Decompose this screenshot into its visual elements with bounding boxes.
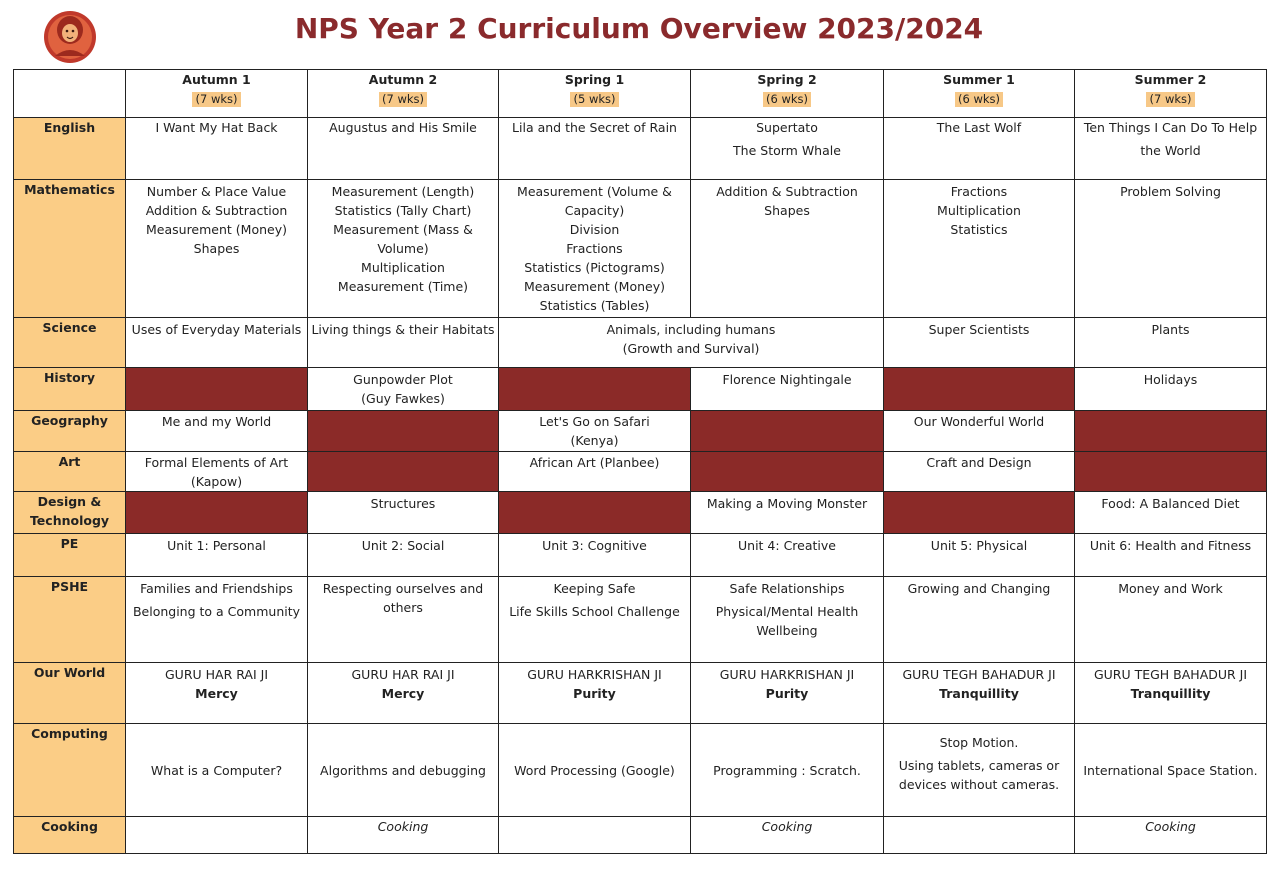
cell-autumn-2 xyxy=(308,663,499,724)
cell-autumn-1 xyxy=(126,663,308,724)
cell-line: Shapes xyxy=(193,241,240,256)
cell-autumn-2: Living things & their Habitats xyxy=(308,318,499,368)
cell-line: Formal Elements of Art xyxy=(144,455,289,470)
cell-summer-1: The Last Wolf xyxy=(884,118,1075,180)
subject-label: Mathematics xyxy=(14,180,126,318)
cell-summer-1: Unit 5: Physical xyxy=(884,534,1075,577)
value-label: Mercy xyxy=(195,686,238,701)
cell-line: Using tablets, cameras or devices without cameras. xyxy=(898,758,1060,792)
row-computing xyxy=(14,724,1267,817)
cell-line: Statistics xyxy=(950,222,1008,237)
cell-autumn-2: Cooking xyxy=(308,817,499,854)
cell-autumn-2 xyxy=(308,368,499,411)
cell-line: Multiplication xyxy=(937,203,1021,218)
column-header-autumn-2 xyxy=(308,70,499,118)
value-label: Tranquillity xyxy=(1130,686,1211,701)
cell-summer-1 xyxy=(884,180,1075,318)
term-label: Spring 2 xyxy=(757,72,817,87)
cell-autumn-1: Uses of Everyday Materials xyxy=(126,318,308,368)
value-label: Purity xyxy=(765,686,809,701)
subject-label: PE xyxy=(14,534,126,577)
blocked-cell xyxy=(126,368,308,411)
cell-line: Multiplication xyxy=(361,260,445,275)
cell-summer-2: Food: A Balanced Diet xyxy=(1075,492,1267,534)
row-pshe xyxy=(14,577,1267,663)
weeks-badge: (7 wks) xyxy=(192,92,240,107)
cell-spring-1: African Art (Planbee) xyxy=(499,452,691,492)
blocked-cell xyxy=(884,368,1075,411)
cell-spring-1 xyxy=(499,663,691,724)
cell-line: Fractions xyxy=(566,241,623,256)
empty-cell xyxy=(126,817,308,854)
cell-autumn-2: Algorithms and debugging xyxy=(308,724,499,817)
cell-spring-1: Unit 3: Cognitive xyxy=(499,534,691,577)
subject-label: Geography xyxy=(14,411,126,452)
cell-spring-2: Making a Moving Monster xyxy=(691,492,884,534)
cell-line: Measurement (Money) xyxy=(524,279,665,294)
cell-summer-2: Plants xyxy=(1075,318,1267,368)
subject-label: Cooking xyxy=(14,817,126,854)
cell-spring-1 xyxy=(499,411,691,452)
term-label: Summer 2 xyxy=(1134,72,1207,87)
value-label: Purity xyxy=(573,686,616,701)
cell-line: GURU HAR RAI JI xyxy=(351,667,455,682)
cell-autumn-1 xyxy=(126,577,308,663)
term-label: Summer 1 xyxy=(943,72,1015,87)
blocked-cell xyxy=(691,411,884,452)
row-english xyxy=(14,118,1267,180)
cell-line: Shapes xyxy=(764,203,810,218)
cell-line: Supertato xyxy=(756,120,818,135)
cell-spring-2: Programming : Scratch. xyxy=(691,724,884,817)
cell-spring-2 xyxy=(691,180,884,318)
blocked-cell xyxy=(1075,452,1267,492)
row-design-technology xyxy=(14,492,1267,534)
cell-summer-1 xyxy=(884,724,1075,817)
subject-label: Our World xyxy=(14,663,126,724)
subject-label: History xyxy=(14,368,126,411)
cell-autumn-2: Structures xyxy=(308,492,499,534)
cell-line: Number & Place Value xyxy=(146,184,287,199)
blocked-cell xyxy=(1075,411,1267,452)
cell-summer-2 xyxy=(1075,118,1267,180)
blocked-cell xyxy=(499,492,691,534)
cell-line: GURU HAR RAI JI xyxy=(164,667,268,682)
cell-summer-1: Super Scientists xyxy=(884,318,1075,368)
cell-autumn-1: Unit 1: Personal xyxy=(126,534,308,577)
weeks-badge: (6 wks) xyxy=(763,92,811,107)
column-header-spring-1 xyxy=(499,70,691,118)
term-label: Autumn 1 xyxy=(182,72,251,87)
cell-line: GURU HARKRISHAN JI xyxy=(719,667,855,682)
cell-autumn-1 xyxy=(126,452,308,492)
cell-summer-2: Cooking xyxy=(1075,817,1267,854)
cell-autumn-1: I Want My Hat Back xyxy=(126,118,308,180)
cell-line: Stop Motion. xyxy=(939,735,1019,750)
row-pe xyxy=(14,534,1267,577)
cell-line: Ten Things I Can Do To Help the World xyxy=(1083,120,1258,158)
value-label: Tranquillity xyxy=(939,686,1019,701)
page-title: NPS Year 2 Curriculum Overview 2023/2024 xyxy=(294,12,984,45)
cell-line: Measurement (Volume & Capacity) xyxy=(517,184,672,218)
cell-line: Statistics (Pictograms) xyxy=(524,260,665,275)
empty-cell xyxy=(499,817,691,854)
cell-line: Life Skills School Challenge xyxy=(509,604,680,619)
cell-line: GURU TEGH BAHADUR JI xyxy=(1093,667,1248,682)
cell-spring-2 xyxy=(691,118,884,180)
cell-spring-1 xyxy=(499,180,691,318)
row-science xyxy=(14,318,1267,368)
cell-autumn-2: Augustus and His Smile xyxy=(308,118,499,180)
curriculum-table xyxy=(13,69,1267,854)
cell-autumn-2: Unit 2: Social xyxy=(308,534,499,577)
cell-spring-combined xyxy=(499,318,884,368)
blocked-cell xyxy=(126,492,308,534)
cell-line: Families and Friendships xyxy=(140,581,293,596)
cell-line: (Growth and Survival) xyxy=(622,341,760,356)
weeks-badge: (5 wks) xyxy=(570,92,618,107)
cell-line: (Kenya) xyxy=(570,433,619,448)
cell-summer-1 xyxy=(884,663,1075,724)
row-art xyxy=(14,452,1267,492)
term-label: Autumn 2 xyxy=(368,72,438,87)
cell-spring-2: Cooking xyxy=(691,817,884,854)
row-history xyxy=(14,368,1267,411)
column-header-summer-2 xyxy=(1075,70,1267,118)
weeks-badge: (7 wks) xyxy=(379,92,427,107)
cell-autumn-1: What is a Computer? xyxy=(126,724,308,817)
cell-line: Measurement (Money) xyxy=(146,222,287,237)
header-row xyxy=(14,70,1267,118)
cell-spring-1 xyxy=(499,577,691,663)
subject-label: Computing xyxy=(14,724,126,817)
cell-spring-1: Lila and the Secret of Rain xyxy=(499,118,691,180)
subject-label: English xyxy=(14,118,126,180)
cell-line: Statistics (Tables) xyxy=(539,298,650,313)
blocked-cell xyxy=(691,452,884,492)
cell-summer-2: Problem Solving xyxy=(1075,180,1267,318)
subject-label: Art xyxy=(14,452,126,492)
cell-line: Addition & Subtraction xyxy=(145,203,288,218)
cell-line: Belonging to a Community xyxy=(132,604,301,619)
subject-label: Science xyxy=(14,318,126,368)
column-header-autumn-1 xyxy=(126,70,308,118)
column-header-summer-1 xyxy=(884,70,1075,118)
row-cooking xyxy=(14,817,1267,854)
cell-line: GURU TEGH BAHADUR JI xyxy=(902,667,1056,682)
cell-autumn-1 xyxy=(126,180,308,318)
cell-summer-2: Holidays xyxy=(1075,368,1267,411)
blocked-cell xyxy=(884,492,1075,534)
cell-line: Division xyxy=(569,222,620,237)
cell-line: (Guy Fawkes) xyxy=(361,391,445,406)
cell-line: Fractions xyxy=(950,184,1008,199)
cell-line: Addition & Subtraction xyxy=(716,184,858,199)
cell-line: (Kapow) xyxy=(190,474,243,489)
cell-line: Animals, including humans xyxy=(606,322,776,337)
row-our-world xyxy=(14,663,1267,724)
blocked-cell xyxy=(499,368,691,411)
row-mathematics xyxy=(14,180,1267,318)
cell-summer-1: Growing and Changing xyxy=(884,577,1075,663)
cell-summer-2 xyxy=(1075,663,1267,724)
empty-cell xyxy=(884,817,1075,854)
cell-line: Measurement (Time) xyxy=(337,279,469,294)
weeks-badge: (7 wks) xyxy=(1146,92,1194,107)
cell-summer-1: Craft and Design xyxy=(884,452,1075,492)
subject-label: Design & Technology xyxy=(14,492,126,534)
weeks-badge: (6 wks) xyxy=(955,92,1003,107)
cell-spring-1: Word Processing (Google) xyxy=(499,724,691,817)
blocked-cell xyxy=(308,452,499,492)
cell-summer-1: Our Wonderful World xyxy=(884,411,1075,452)
value-label: Mercy xyxy=(381,686,425,701)
term-label: Spring 1 xyxy=(564,72,625,87)
blocked-cell xyxy=(308,411,499,452)
cell-autumn-1: Me and my World xyxy=(126,411,308,452)
cell-line: Physical/Mental Health Wellbeing xyxy=(715,604,859,638)
cell-line: Measurement (Mass & Volume) xyxy=(333,222,473,256)
cell-line: Gunpowder Plot xyxy=(353,372,453,387)
cell-spring-2 xyxy=(691,577,884,663)
cell-line: Statistics (Tally Chart) xyxy=(334,203,472,218)
cell-autumn-2: Respecting ourselves and others xyxy=(308,577,499,663)
cell-summer-2: Money and Work xyxy=(1075,577,1267,663)
cell-spring-2: Florence Nightingale xyxy=(691,368,884,411)
cell-line: The Storm Whale xyxy=(733,143,841,158)
subject-label: PSHE xyxy=(14,577,126,663)
cell-line: GURU HARKRISHAN JI xyxy=(527,667,662,682)
cell-spring-2: Unit 4: Creative xyxy=(691,534,884,577)
cell-line: Safe Relationships xyxy=(729,581,845,596)
cell-summer-2: International Space Station. xyxy=(1075,724,1267,817)
cell-line: Let's Go on Safari xyxy=(539,414,650,429)
row-geography xyxy=(14,411,1267,452)
cell-line: Keeping Safe xyxy=(553,581,636,596)
corner-cell xyxy=(14,70,126,118)
column-header-spring-2 xyxy=(691,70,884,118)
cell-line: Measurement (Length) xyxy=(331,184,475,199)
cell-summer-2: Unit 6: Health and Fitness xyxy=(1075,534,1267,577)
cell-autumn-2 xyxy=(308,180,499,318)
cell-spring-2 xyxy=(691,663,884,724)
